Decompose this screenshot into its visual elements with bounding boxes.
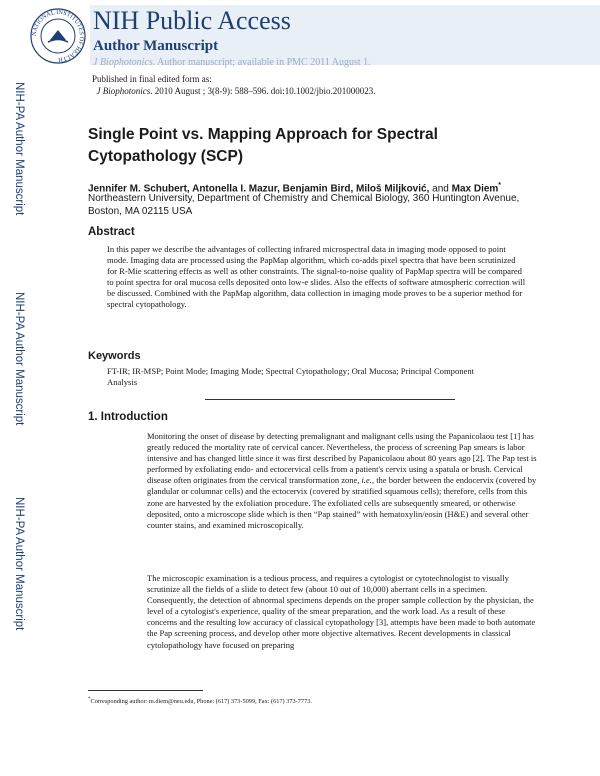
header-availability [93,57,371,68]
citation-journal: J Biophotonics [96,86,151,96]
intro-p1-ie: i.e. [361,475,372,486]
keywords-heading: Keywords [88,350,141,362]
abstract-text: In this paper we describe the advantages of collecting infrared microspectral data in imaging mode opposed to point mode. Imaging data are processed using the PapMap algorithm, which co-adds pixel spectra that have been scrutinized for R-Mie scattering effects as well as other constraints. The signal-to-noise quality of PapMap spectra will be compared to point spectra for oral mucosa cells deposited onto low-e slides. Also the effects of software atmospheric correction will be discussed. Combined with the PapMap algorithm, data collection in imaging mode proves to be a superior method for spectral cytopathology. [107,244,526,310]
footnote-rule [88,690,203,691]
citation [92,86,376,97]
side-label-3: NIH-PA Author Manuscript [13,497,25,631]
introduction-paragraph-1 [147,431,537,531]
authors-main: Jennifer M. Schubert, Antonella I. Mazur, Benjamin Bird, Miloš Miljković, [88,183,430,195]
header-availability-text: . Author manuscript; available in PMC 2011 August 1. [152,57,371,68]
paper-title: Single Point vs. Mapping Approach for Spectral Cytopathology (SCP) [88,126,438,165]
corresponding-mark: * [498,182,502,189]
introduction-heading: 1. Introduction [88,411,168,423]
introduction-paragraph-2: The microscopic examination is a tedious process, and requires a cytologist or cytotechnologist to visually scrutinize all the fields of a slide to detect few (about 10 out of 10,000) aberrant cells in a specimen. Consequently, the detection of abnormal specimens depends on the proper sample collection by the physician, the level of a cytologist's experience, quality of the smear preparation, and the work load. As a result of these concerns and the resulting low accuracy of classical cytopathology [3], attempts have been made to both automate the Pap screening process, and develop other more objective alternatives. Recent developments in classical cytolopathology have focused on preparing [147,573,536,650]
published-label: Published in final edited form as: [92,74,212,84]
logo-ring-text: NATIONAL INSTITUTES OF HEALTH [30,8,86,64]
nih-logo [28,6,88,66]
intro-p1-part-a: Monitoring the onset of disease by detecting premalignant and malignant cells using the Papanicolaou test [1] has greatly reduced the mortality rate of cervical cancer. Nevertheless, the process of screening Pap smears is labor intensive and has changed little since it was first described by Papanicolaou about 80 years ago [2]. The Pap test is performed by exfoliating endo- and ectocervical cells from a patient's cervix using a spatula or brush. Cervical disease often originates from the cervical transformation zone, [147,431,537,486]
abstract-heading: Abstract [88,226,135,238]
side-label-2: NIH-PA Author Manuscript [13,292,25,426]
footnote-mark: * [88,697,91,702]
header-journal: J Biophotonics [93,57,153,68]
authors-and: and [429,183,452,195]
footnote [88,696,528,706]
header-subtitle: Author Manuscript [93,38,219,54]
authors-last: Max Diem [451,183,499,195]
section-divider [205,399,455,400]
citation-details: . 2010 August ; 3(8-9): 588–596. doi:10.1002/jbio.201000023. [150,86,376,96]
intro-p1-part-b: , the border between the endocervix (covered by glandular or columnar cells) and the ectocervix (covered by stratified squamous cells); therefore, cells from this zone are harvested by the exfoliation procedure. The exfoliated cells are subsequently smeared, or otherwise deposited, onto a microscope slide which is then “Pap stained” with hematoxylin/eosin (H&E) and several other counter stains, and examined microscopically. [147,475,537,530]
side-label-1: NIH-PA Author Manuscript [13,82,25,216]
keywords-text: FT-IR; IR-MSP; Point Mode; Imaging Mode; Spectral Cytopathology; Oral Mucosa; Principal Component Analysis [107,366,475,387]
affiliation: Northeastern University, Department of Chemistry and Chemical Biology, 360 Huntington Avenue, Boston, MA 02115 USA [88,193,520,217]
header-title: NIH Public Access [93,6,291,35]
footnote-text: Corresponding author: m.diem@neu.edu, Phone: (617) 373-5099, Fax: (617) 373-7773. [90,698,312,706]
